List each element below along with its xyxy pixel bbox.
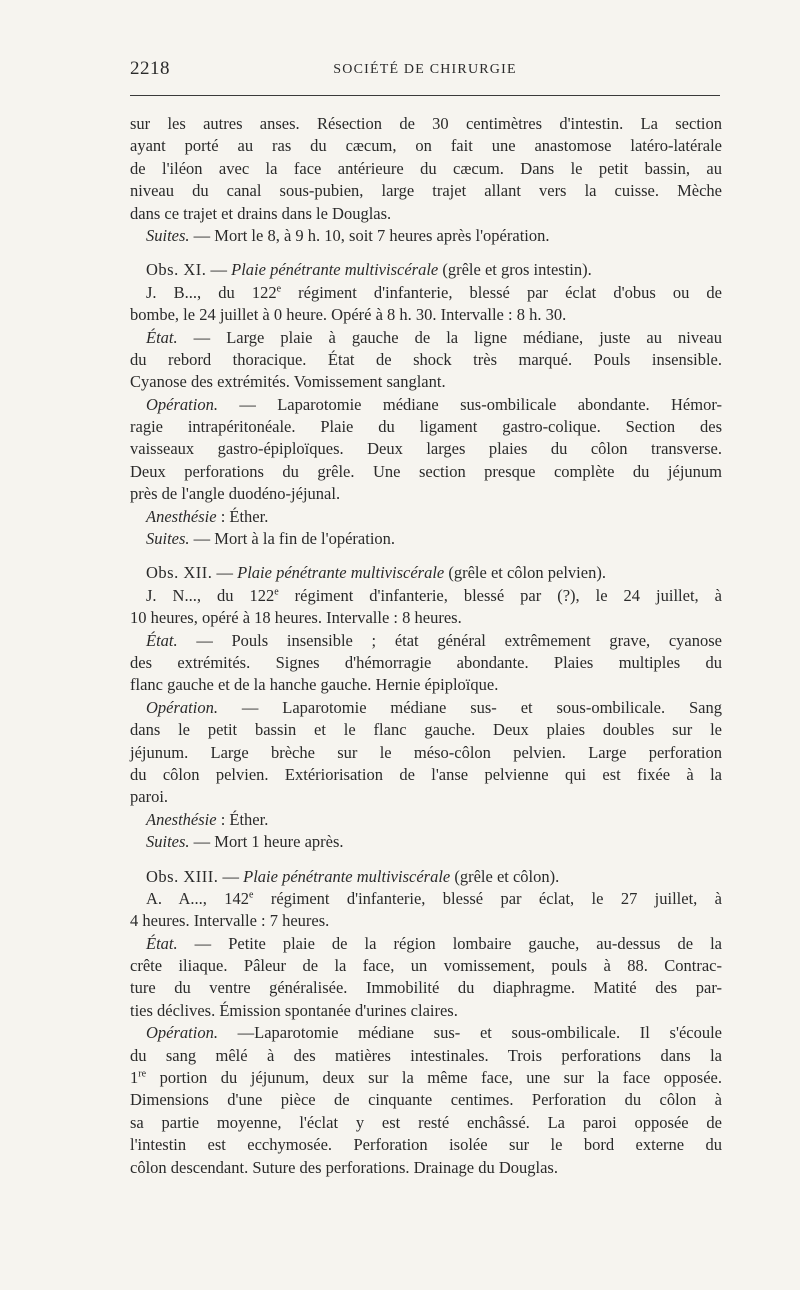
text-run: dans le petit bassin et le flanc gauche. Deux plaies doubles sur le (130, 720, 722, 740)
italic-run: Opération. (146, 1023, 218, 1043)
italic-run: Plaie pénétrante multiviscérale (237, 563, 445, 583)
text-line (130, 1022, 722, 1044)
continued-paragraph (130, 113, 722, 247)
text-run: — Pouls insensible ; état général extrêmement grave, cyanose (177, 630, 722, 650)
text-run: 4 heures. Intervalle : 7 heures. (130, 911, 330, 931)
text-line (130, 674, 722, 696)
text-run: A. A..., 142 (146, 888, 250, 908)
text-line (130, 282, 722, 304)
text-line (130, 866, 722, 888)
text-line (130, 1112, 722, 1134)
text-run: J. N..., du 122 (146, 585, 275, 605)
text-line (130, 955, 722, 977)
text-line (130, 483, 722, 505)
text-run: — (206, 260, 232, 280)
text-line (130, 977, 722, 999)
text-run: niveau du canal sous-pubien, large trajet allant vers la cuisse. Mèche (130, 181, 722, 201)
text-run: —Laparotomie médiane sus- et sous-ombilicale. Il s'écoule (217, 1023, 722, 1043)
header-rule (130, 95, 720, 96)
text-run: régiment d'infanterie, blessé par éclat d'obus ou de (281, 282, 722, 302)
text-run: — Mort à la fin de l'opération. (189, 529, 396, 549)
text-run: (grêle et côlon pelvien). (444, 563, 606, 583)
text-run: Cyanose des extrémités. Vomissement sanglant. (130, 372, 446, 392)
observation-block (130, 866, 722, 1179)
text-run: : Éther. (216, 506, 269, 526)
observation-label: Obs. XII. (146, 563, 213, 583)
observation-block (130, 259, 722, 550)
italic-run: État. (146, 933, 178, 953)
text-run: ties déclives. Émission spontanée d'urines claires. (130, 1000, 458, 1020)
italic-run: Plaie pénétrante multiviscérale (231, 260, 439, 280)
text-run: sur les autres anses. Résection de 30 centimètres d'intestin. La section (130, 114, 722, 133)
text-line (130, 327, 722, 349)
text-run: près de l'angle duodéno-jéjunal. (130, 484, 341, 504)
text-line (130, 135, 722, 157)
text-line (130, 259, 722, 281)
text-line (130, 607, 722, 629)
text-run: des extrémités. Signes d'hémorragie abondante. Plaies multiples du (130, 652, 722, 672)
text-line (130, 225, 722, 247)
text-line (130, 910, 722, 932)
running-title: SOCIÉTÉ DE CHIRURGIE (333, 62, 517, 77)
text-line (130, 719, 722, 741)
observation-block (130, 562, 722, 853)
text-line (130, 180, 722, 202)
text-line (130, 461, 722, 483)
text-line (130, 158, 722, 180)
superscript: re (138, 1068, 147, 1080)
italic-run: Plaie pénétrante multiviscérale (243, 866, 451, 886)
text-run: ture du ventre généralisée. Immobilité du diaphragme. Matité des par- (130, 978, 722, 998)
text-line (130, 888, 722, 910)
text-run: ayant porté au ras du cæcum, on fait une anastomose latéro-latérale (130, 136, 722, 156)
text-run: côlon descendant. Suture des perforations. Drainage du Douglas. (130, 1157, 558, 1177)
text-line (130, 394, 722, 416)
text-run: vaisseaux gastro-épiploïques. Deux larges plaies du côlon transverse. (130, 439, 722, 459)
italic-run: Suites. (146, 225, 190, 245)
text-line (130, 1045, 722, 1067)
text-run: du côlon pelvien. Extériorisation de l'anse pelvienne qui est fixée à la (130, 764, 722, 784)
text-run: ragie intrapéritonéale. Plaie du ligament gastro-colique. Section des (130, 417, 722, 437)
text-run: 10 heures, opéré à 18 heures. Intervalle : 8 heures. (130, 608, 462, 628)
paragraph-gap (130, 247, 722, 259)
text-run: Dimensions d'une pièce de cinquante centimes. Perforation du côlon à (130, 1090, 722, 1110)
text-run: du rebord thoracique. État de shock très marqué. Pouls insensible. (130, 349, 722, 369)
text-line (130, 371, 722, 393)
page-number: 2218 (130, 58, 170, 79)
text-run: — Petite plaie de la région lombaire gauche, au-dessus de la (177, 933, 722, 953)
text-line (130, 113, 722, 135)
text-run: — Mort 1 heure après. (189, 832, 344, 852)
text-run: — Large plaie à gauche de la ligne médiane, juste au niveau (177, 327, 722, 347)
text-run: crête iliaque. Pâleur de la face, un vomissement, pouls à 88. Contrac- (130, 956, 722, 976)
superscript: e (274, 586, 279, 598)
italic-run: Suites. (146, 529, 190, 549)
italic-run: Suites. (146, 832, 190, 852)
text-run: (grêle et gros intestin). (438, 260, 592, 280)
italic-run: État. (146, 327, 178, 347)
text-run: paroi. (130, 787, 169, 807)
observation-label: Obs. XIII. (146, 866, 219, 886)
text-run: J. B..., du 122 (146, 282, 277, 302)
text-run: régiment d'infanterie, blessé par éclat, le 27 juillet, à (253, 888, 722, 908)
text-line (130, 933, 722, 955)
text-run: bombe, le 24 juillet à 0 heure. Opéré à 8 h. 30. Intervalle : 8 h. 30. (130, 305, 567, 325)
text-line (130, 1157, 722, 1179)
text-line (130, 809, 722, 831)
text-line (130, 304, 722, 326)
text-run: — (212, 563, 238, 583)
text-run: (grêle et côlon). (450, 866, 560, 886)
italic-run: Anesthésie (146, 506, 217, 526)
page-header (130, 58, 720, 88)
text-run: flanc gauche et de la hanche gauche. Hernie épiploïque. (130, 675, 499, 695)
page-body (130, 113, 722, 1179)
text-line (130, 1067, 722, 1089)
text-run: portion du jéjunum, deux sur la même face, une sur la face opposée. (146, 1068, 722, 1088)
observation-label: Obs. XI. (146, 260, 207, 280)
text-line (130, 697, 722, 719)
text-line (130, 585, 722, 607)
text-line (130, 438, 722, 460)
text-run: : Éther. (216, 809, 269, 829)
italic-run: Opération. (146, 394, 218, 414)
text-line (130, 1000, 722, 1022)
text-run: — Laparotomie médiane sus- et sous-ombilicale. Sang (217, 697, 722, 717)
text-line (130, 786, 722, 808)
text-run: Deux perforations du grêle. Une section presque complète du jéjunum (130, 461, 722, 481)
text-run: dans ce trajet et drains dans le Douglas. (130, 203, 392, 223)
text-run: jéjunum. Large brèche sur le méso-côlon pelvien. Large perforation (130, 742, 722, 762)
text-line (130, 1134, 722, 1156)
text-line (130, 630, 722, 652)
text-run: — Laparotomie médiane sus-ombilicale abondante. Hémor- (217, 394, 722, 414)
text-line (130, 416, 722, 438)
italic-run: État. (146, 630, 178, 650)
italic-run: Anesthésie (146, 809, 217, 829)
text-run: — (218, 866, 244, 886)
text-run: régiment d'infanterie, blessé par (?), le 24 juillet, à (278, 585, 722, 605)
text-line (130, 528, 722, 550)
text-run: du sang mêlé à des matières intestinales. Trois perforations dans la (130, 1045, 722, 1065)
text-line (130, 1089, 722, 1111)
paragraph-gap (130, 550, 722, 562)
text-run: sa partie moyenne, l'éclat y est resté enchâssé. La paroi opposée de (130, 1112, 722, 1132)
text-line (130, 742, 722, 764)
italic-run: Opération. (146, 697, 218, 717)
paragraph-gap (130, 854, 722, 866)
text-line (130, 203, 722, 225)
superscript: e (249, 889, 254, 901)
text-line (130, 506, 722, 528)
text-run: — Mort le 8, à 9 h. 10, soit 7 heures après l'opération. (189, 225, 550, 245)
text-line (130, 831, 722, 853)
superscript: e (276, 283, 282, 295)
text-line (130, 349, 722, 371)
text-run: 1 (130, 1068, 139, 1088)
text-line (130, 562, 722, 584)
text-line (130, 652, 722, 674)
text-run: l'intestin est ecchymosée. Perforation isolée sur le bord externe du (130, 1135, 722, 1155)
text-run: de l'iléon avec la face antérieure du cæcum. Dans le petit bassin, au (130, 158, 722, 178)
text-line (130, 764, 722, 786)
